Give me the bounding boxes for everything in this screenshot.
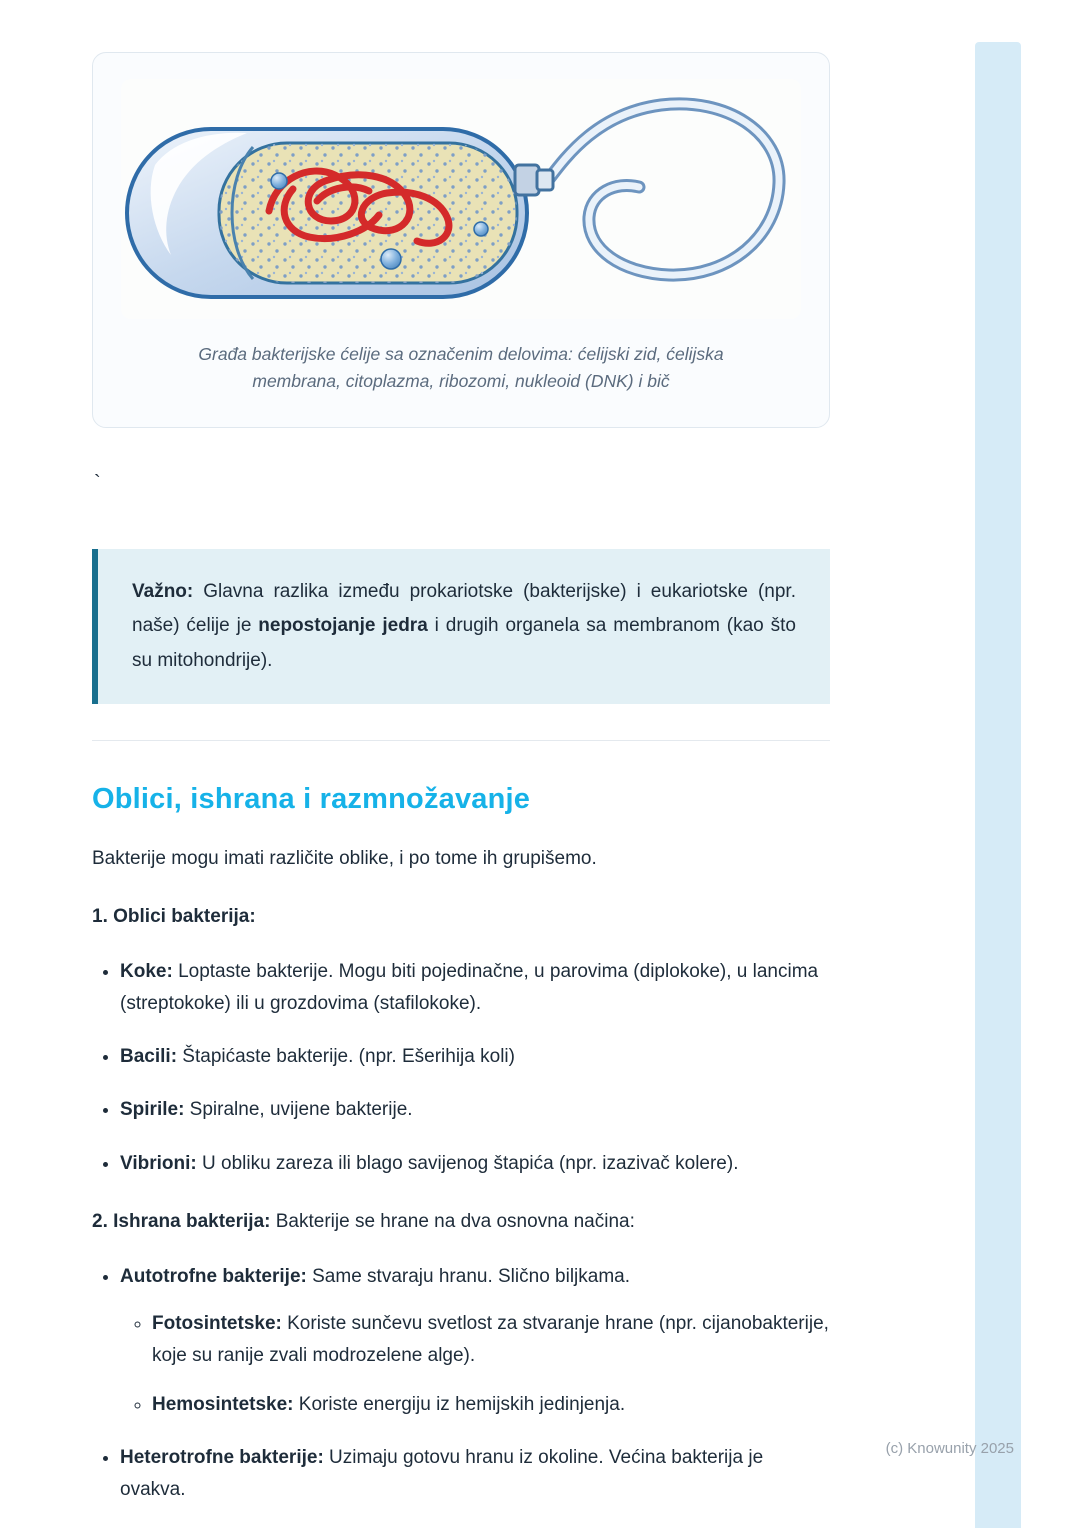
desc: Uzimaju gotovu hranu iz okoline. Većina bakterija je ovakva. — [120, 1447, 764, 1500]
list-item — [120, 1094, 830, 1125]
callout-text-2: i drugih organela sa membranom (kao što su mitohondrije). — [132, 615, 796, 671]
term: Koke: — [120, 961, 173, 983]
term: Hemosintetske: — [152, 1393, 294, 1415]
term: Bacili: — [120, 1045, 178, 1067]
section-divider — [92, 740, 830, 741]
desc: Same stvaraju hranu. Slično biljkama. — [306, 1265, 631, 1287]
scrollbar-track[interactable] — [975, 42, 1021, 1528]
desc: Koriste energiju iz hemijskih jedinjenja. — [293, 1393, 626, 1415]
list-item — [120, 1041, 830, 1072]
desc: Loptaste bakterije. Mogu biti pojedinačne, u parovima (diplokoke), u lancima (streptokoke) ili u grozdovima (stafilokoke). — [120, 961, 819, 1014]
flagellum — [549, 104, 779, 275]
term: 2. Ishrana bakterija: — [92, 1210, 271, 1232]
important-callout — [92, 549, 830, 704]
bacterium-illustration — [121, 79, 801, 319]
list-item — [120, 956, 830, 1019]
term: Spirile: — [120, 1099, 185, 1121]
list-item — [152, 1389, 830, 1420]
cell-body — [127, 129, 527, 297]
list-item — [120, 1261, 830, 1420]
list-item — [120, 1442, 830, 1505]
figure-caption: Građa bakterijske ćelije sa označenim delovima: ćelijski zid, ćelijska membrana, citoplazma, ribozomi, nukleoid (DNK) i bič — [198, 344, 724, 392]
flagellum-basal-body — [515, 165, 553, 195]
desc: Spiralne, uvijene bakterije. — [184, 1099, 413, 1121]
callout-label: Važno: — [132, 581, 194, 603]
figure-card — [92, 52, 830, 428]
nutrition-list — [92, 1261, 830, 1505]
desc: Štapićaste bakterije. (npr. Ešerihija koli) — [177, 1045, 515, 1067]
desc: Koriste sunčevu svetlost za stvaranje hrane (npr. cijanobakterije, koje su ranije zvali modrozelene alge). — [152, 1313, 829, 1366]
section-heading: Oblici, ishrana i razmnožavanje — [92, 782, 531, 815]
section-intro: Bakterije mogu imati različite oblike, i po tome ih grupišemo. — [92, 847, 597, 869]
callout-emphasis: nepostojanje jedra — [258, 615, 428, 637]
desc: Bakterije se hrane na dva osnovna načina: — [270, 1210, 635, 1232]
callout-text-1: Glavna razlika između prokariotske (bakterijske) i eukariotske (npr. naše) ćelije je — [132, 581, 796, 637]
shapes-list-title: 1. Oblici bakterija: — [92, 906, 256, 928]
term: Autotrofne bakterije: — [120, 1265, 307, 1287]
term: Heterotrofne bakterije: — [120, 1447, 324, 1469]
copyright-notice: (c) Knowunity 2025 — [885, 1440, 1014, 1457]
autotroph-sub-list — [120, 1308, 830, 1420]
stray-backtick: ` — [94, 472, 101, 495]
desc: U obliku zareza ili blago savijenog štapića (npr. izazivač kolere). — [196, 1152, 739, 1174]
shapes-list — [92, 956, 830, 1179]
term: Vibrioni: — [120, 1152, 197, 1174]
term: Fotosintetske: — [152, 1313, 282, 1335]
main-content — [92, 0, 830, 1505]
list-item — [152, 1308, 830, 1371]
nutrition-list-title — [92, 1211, 830, 1233]
list-item — [120, 1148, 830, 1179]
figure-stage — [121, 79, 801, 319]
